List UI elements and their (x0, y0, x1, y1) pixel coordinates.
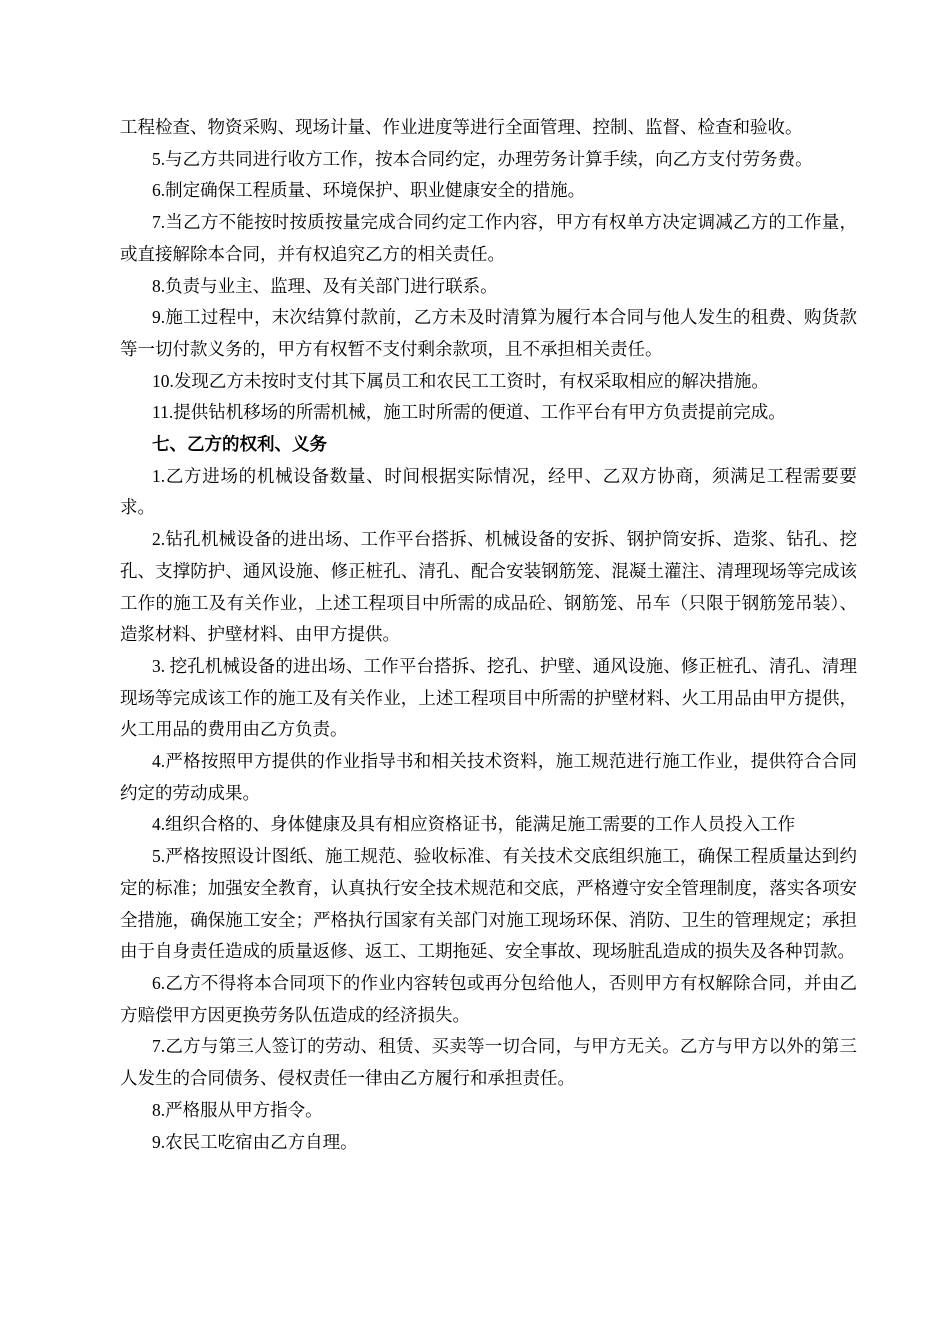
paragraph: 7.当乙方不能按时按质按量完成合同约定工作内容，甲方有权单方决定调减乙方的工作量，或直接解除本合同，并有权追究乙方的相关责任。 (120, 212, 857, 264)
paragraph: 5.严格按照设计图纸、施工规范、验收标准、有关技术交底组织施工，确保工程质量达到约定的标准；加强安全教育，认真执行安全技术规范和交底，严格遵守安全管理制度，落实各项安全措施，确保施工安全；严格执行国家有关部门对施工现场环保、消防、卫生的管理规定；承担由于自身责任造成的质量返修、返工、工期拖延、安全事故、现场脏乱造成的损失及各种罚款。 (120, 846, 857, 962)
paragraph: 工程检查、物资采购、现场计量、作业进度等进行全面管理、控制、监督、检查和验收。 (120, 117, 803, 137)
paragraph: 4.组织合格的、身体健康及具有相应资格证书，能满足施工需要的工作人员投入工作 (152, 814, 796, 835)
paragraph: 8.负责与业主、监理、及有关部门进行联系。 (152, 275, 498, 296)
paragraph: 2.钻孔机械设备的进出场、工作平台搭拆、机械设备的安拆、钢护筒安拆、造浆、钻孔、挖孔、支撑防护、通风设施、修正桩孔、清孔、配合安装钢筋笼、混凝土灌注、清理现场等完成该工作的施工及有关作业，上述工程项目中所需的成品砼、钢筋笼、吊车（只限于钢筋笼吊装）、造浆材料、护壁材料、由甲方提供。 (120, 529, 857, 645)
section-heading: 七、乙方的权利、义务 (152, 434, 327, 455)
paragraph: 4.严格按照甲方提供的作业指导书和相关技术资料，施工规范进行施工作业，提供符合合同约定的劳动成果。 (120, 751, 857, 803)
paragraph: 1.乙方进场的机械设备数量、时间根据实际情况，经甲、乙双方协商，须满足工程需要要求。 (120, 465, 857, 518)
paragraph: 9.农民工吃宿由乙方自理。 (152, 1131, 358, 1152)
paragraph: 3. 挖孔机械设备的进出场、工作平台搭拆、挖孔、护壁、通风设施、修正桩孔、清孔、清理现场等完成该工作的施工及有关作业，上述工程项目中所需的护壁材料、火工用品由甲方提供，火工用品的费用由乙方负责。 (120, 655, 857, 740)
paragraph: 9.施工过程中，末次结算付款前，乙方未及时清算为履行本合同与他人发生的租费、购货款等一切付款义务的，甲方有权暂不支付剩余款项，且不承担相关责任。 (120, 307, 857, 359)
document-body (120, 112, 857, 1158)
paragraph: 5.与乙方共同进行收方工作，按本合同约定，办理劳务计算手续，向乙方支付劳务费。 (152, 148, 813, 169)
paragraph: 6.制定确保工程质量、环境保护、职业健康安全的措施。 (152, 180, 586, 201)
paragraph: 8.严格服从甲方指令。 (152, 1099, 323, 1120)
paragraph: 7.乙方与第三人签订的劳动、租赁、买卖等一切合同，与甲方无关。乙方与甲方以外的第三人发生的合同债务、侵权责任一律由乙方履行和承担责任。 (120, 1036, 857, 1089)
paragraph: 11.提供钻机移场的所需机械，施工时所需的便道、工作平台有甲方负责提前完成。 (152, 402, 786, 423)
paragraph: 10.发现乙方未按时支付其下属员工和农民工工资时，有权采取相应的解决措施。 (152, 370, 769, 391)
paragraph: 6.乙方不得将本合同项下的作业内容转包或再分包给他人，否则甲方有权解除合同，并由乙方赔偿甲方因更换劳务队伍造成的经济损失。 (120, 972, 857, 1025)
